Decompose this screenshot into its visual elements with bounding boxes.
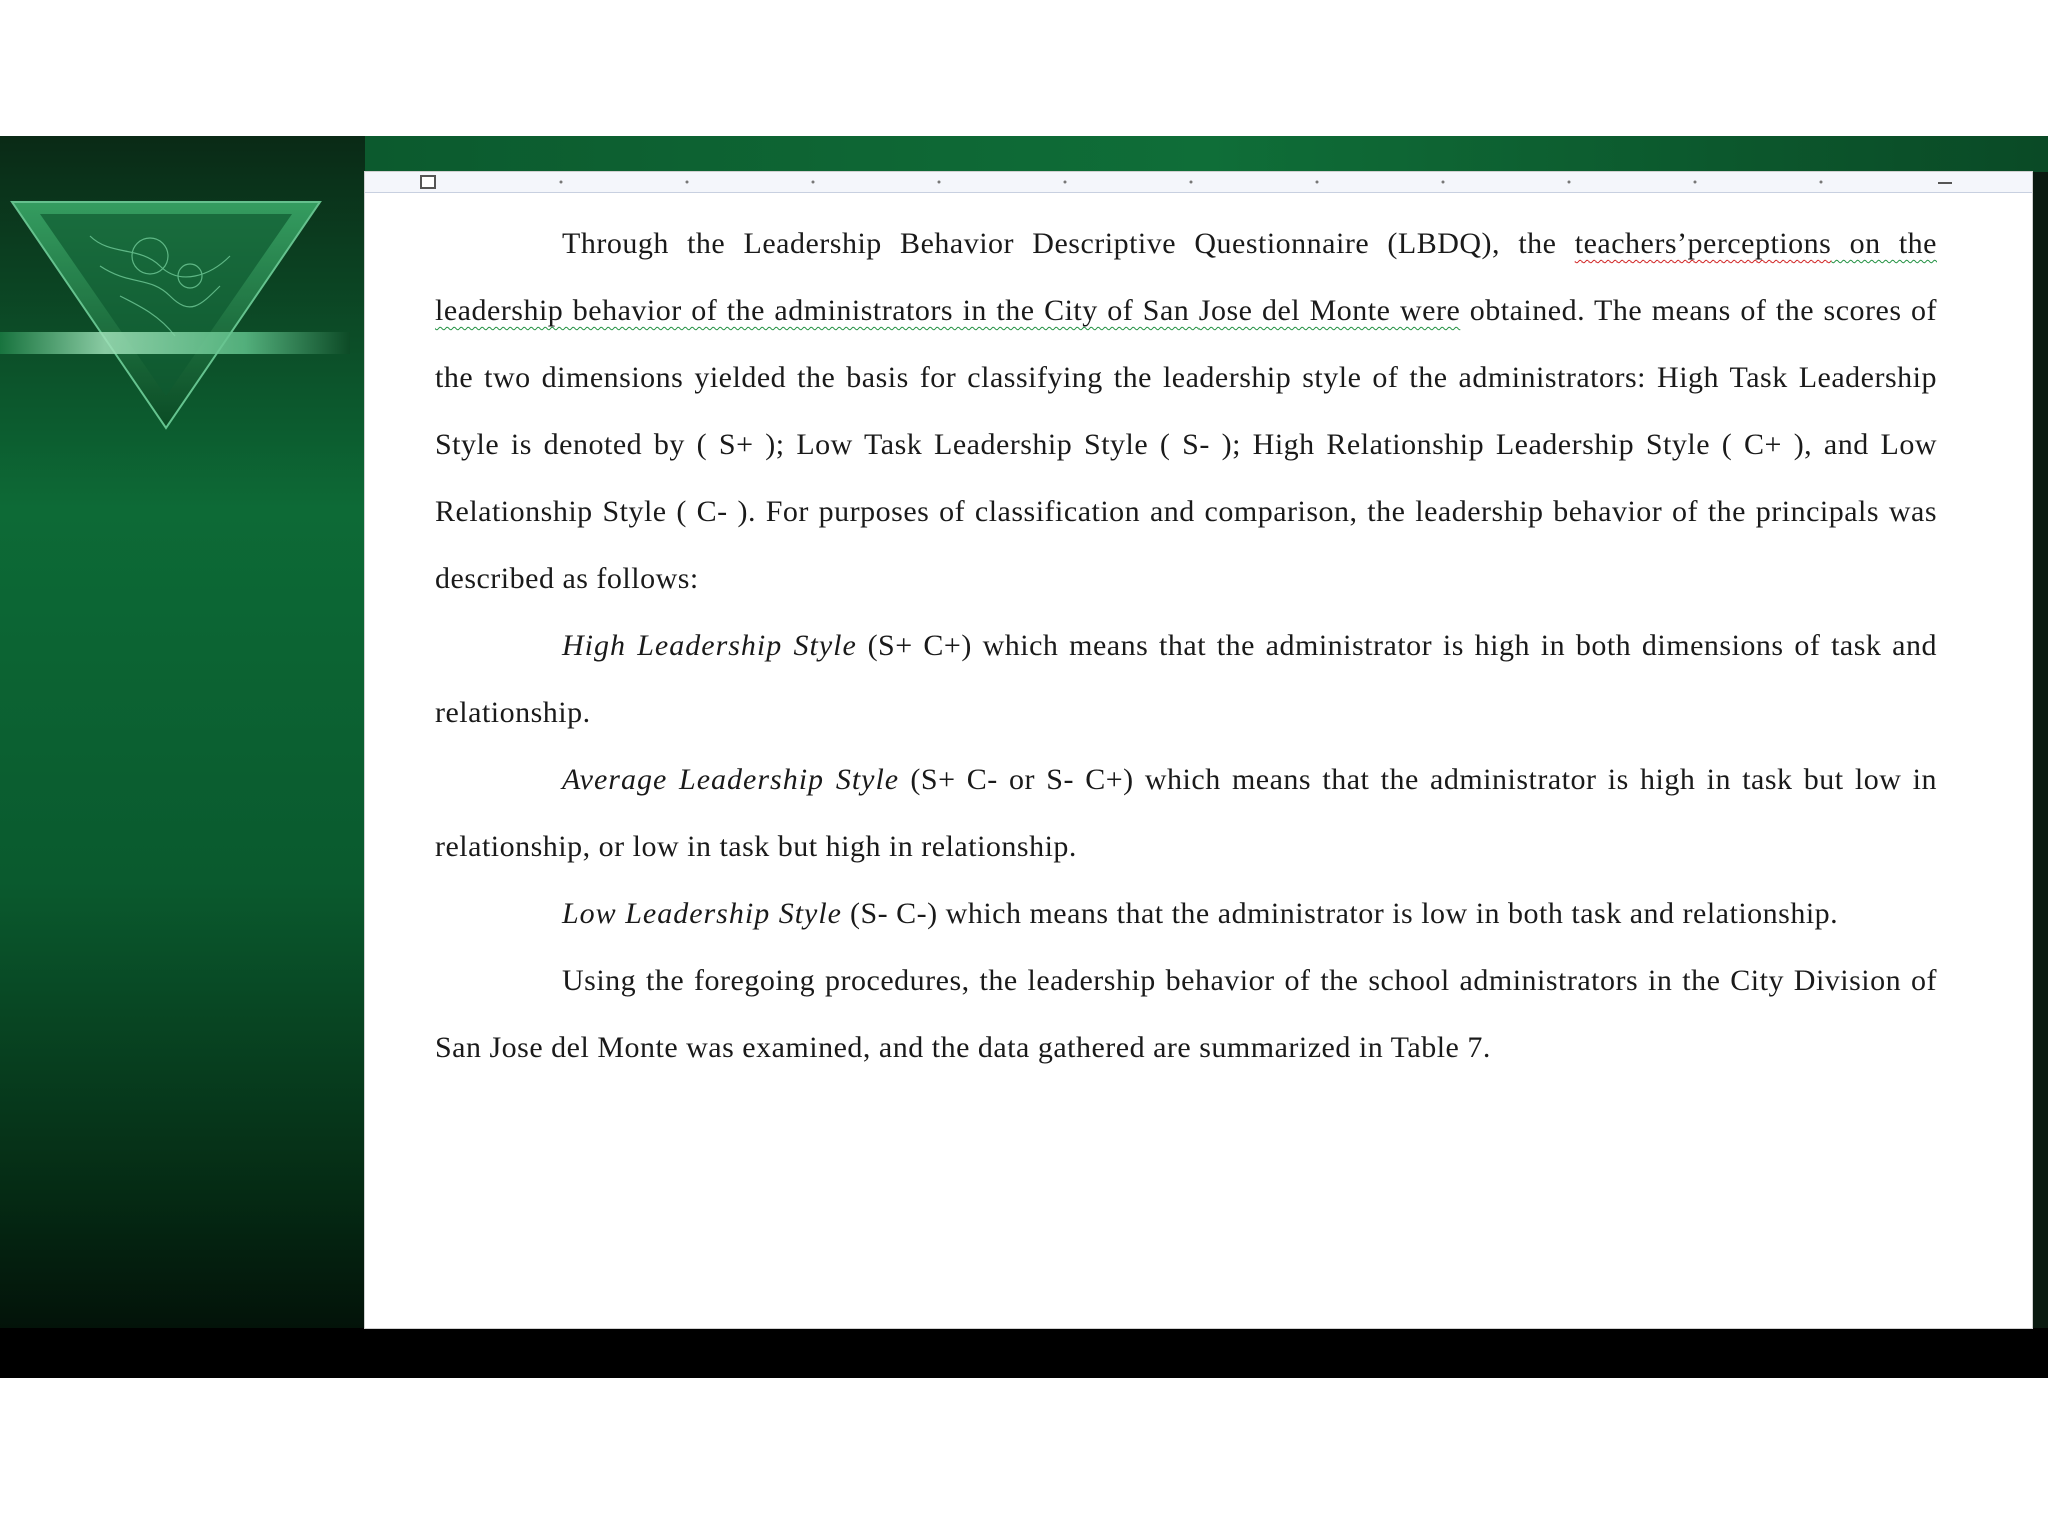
grammar-flagged-text[interactable]: on the leadership behavior of the administrators in the City of San: [435, 227, 1937, 327]
ruler-ticks: [365, 172, 2032, 192]
paragraph-text: (S+ C+) which means that the administrator is high in both dimensions of task and relationship.: [435, 629, 1937, 729]
paragraph-text: Through the Leadership Behavior Descriptive Questionnaire (LBDQ), the: [562, 227, 1575, 260]
paragraph-text: (S+ C- or S- C+) which means that the administrator is high in task but low in relationship, or low in task but high in relationship.: [435, 763, 1938, 863]
green-triangle-emblem-icon: [0, 196, 360, 436]
paragraph-text: obtained. The means of the scores of the two dimensions yielded the basis for classifying the leadership style of the administrators: High Task Leadership Style is denoted by ( S+ ); Low Task Leadership Style ( S- ); High Relationship Leadership Style ( C+ ), and Low Relationship Style ( C- ). For purposes of classification and comparison, the leadership behavior of the principals was described as follows:: [435, 294, 1937, 595]
paragraph: [435, 210, 1937, 612]
presentation-slide: [0, 136, 2048, 1378]
misspelled-word[interactable]: teachers’perceptions: [1574, 227, 1832, 260]
paragraph: [435, 612, 1937, 746]
paragraph-text: (S- C-) which means that the administrator is low in both task and relationship.: [842, 897, 1839, 930]
slide-right-edge: [2032, 172, 2048, 1328]
slide-top-band: [365, 136, 2048, 172]
paragraph-text: Using the foregoing procedures, the leadership behavior of the school administrators in the City Division of San Jose del Monte was examined, and the data gathered are summarized in Table 7.: [435, 964, 1937, 1064]
ruler[interactable]: [365, 172, 2032, 193]
style-term: High Leadership Style: [562, 629, 857, 662]
document-page[interactable]: [365, 172, 2032, 1328]
slide-bottom-band: [0, 1328, 2048, 1378]
style-term: Average Leadership Style: [562, 763, 900, 796]
style-term: Low Leadership Style: [562, 897, 842, 930]
paragraph: [435, 880, 1937, 947]
right-indent-marker-icon[interactable]: [1938, 174, 1952, 184]
grammar-flagged-text[interactable]: Jose del Monte were: [1198, 294, 1461, 327]
document-body[interactable]: [435, 210, 1937, 1081]
paragraph: [435, 947, 1937, 1081]
paragraph: [435, 746, 1937, 880]
